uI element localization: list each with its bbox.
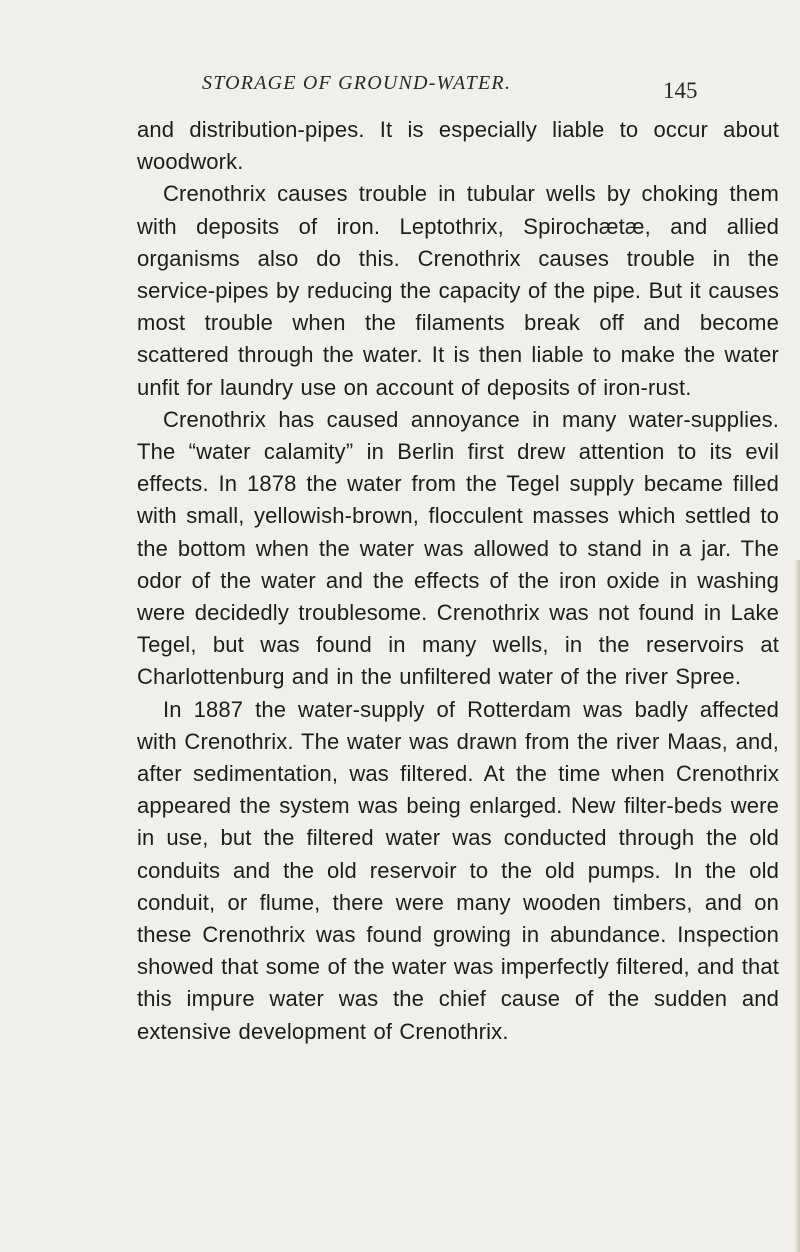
running-head: STORAGE OF GROUND-WATER. [202,72,512,94]
paragraph-3: Crenothrix has caused annoyance in many water-supplies. The “water calamity” in Berlin first drew attention to its evil effects. In 1878 the water from the Tegel supply became filled with small, yellowish-brown, flocculent masses which settled to the bottom when the water was allowed to stand in a jar. The odor of the water and the effects of the iron oxide in washing were decidedly troublesome. Crenothrix was not found in Lake Tegel, but was found in many wells, in the reservoirs at Charlottenburg and in the unfiltered water of the river Spree. [137,406,779,690]
page-number: 145 [663,78,698,103]
paragraph-2: Crenothrix causes trouble in tubular wells by choking them with deposits of iron. Leptothrix, Spirochætæ, and allied organisms also do this. Crenothrix causes trouble in the service-pipes by reducing the capacity of the pipe. But it causes most trouble when the filaments break off and become scattered through the water. It is then liable to make the water unfit for laundry use on account of deposits of iron-rust. [137,181,779,400]
body-text [137,114,779,1048]
page-edge-shadow [794,560,800,1252]
paragraph-1: and distribution-pipes. It is especially liable to occur about woodwork. [137,117,779,175]
paragraph-4: In 1887 the water-supply of Rotterdam was badly affected with Crenothrix. The water was drawn from the river Maas, and, after sedimentation, was filtered. At the time when Crenothrix appeared the system was being enlarged. New filter-beds were in use, but the filtered water was conducted through the old conduits and the old reservoir to the old pumps. In the old conduit, or flume, there were many wooden timbers, and on these Crenothrix was found growing in abundance. Inspection showed that some of the water was imperfectly filtered, and that this impure water was the chief cause of the sudden and extensive development of Crenothrix. [137,696,779,1044]
page-header [140,72,780,112]
